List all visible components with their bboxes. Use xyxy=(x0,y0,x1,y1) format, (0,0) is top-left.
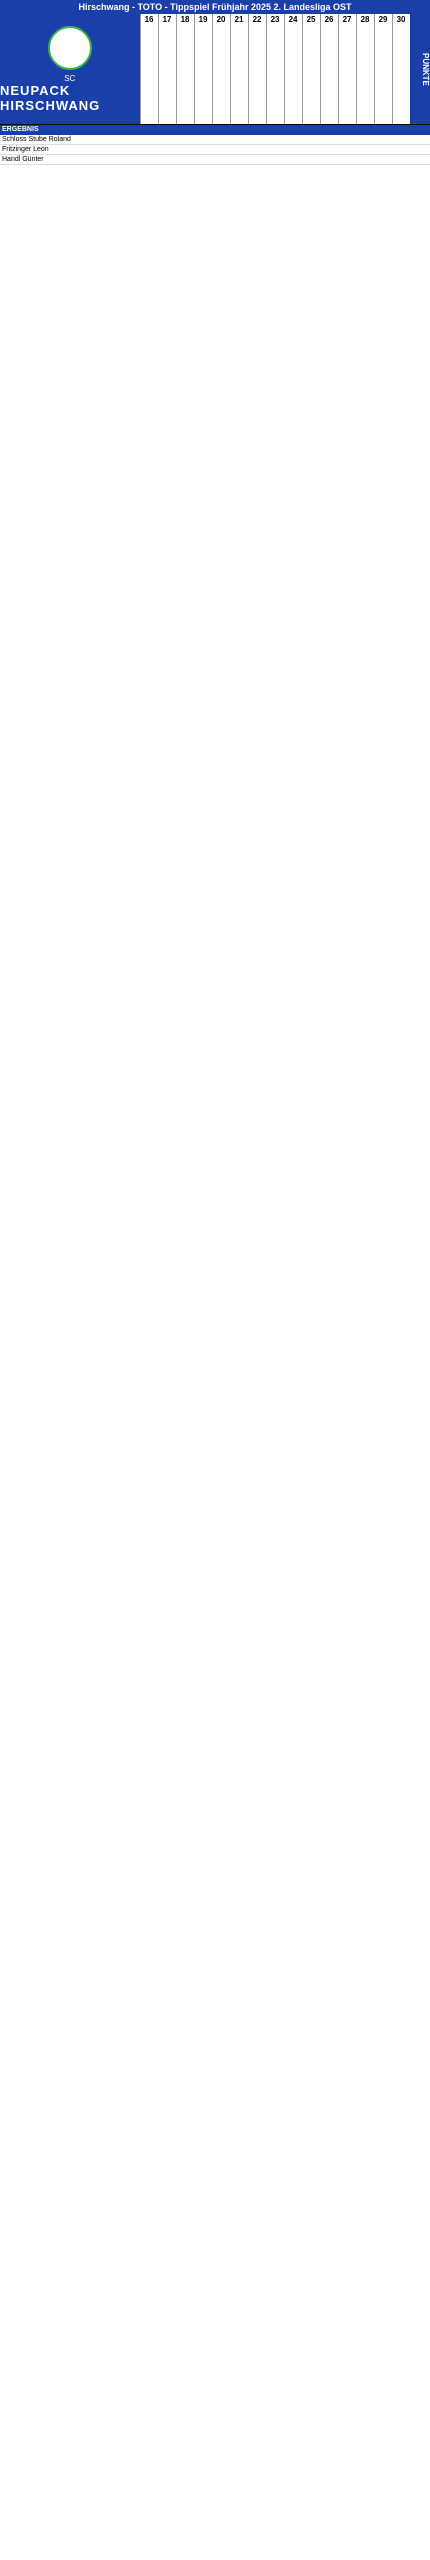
match-number: 24 xyxy=(288,15,298,24)
match-column-20 xyxy=(212,14,230,124)
match-number: 29 xyxy=(378,15,388,24)
match-number: 30 xyxy=(396,15,406,24)
match-number: 19 xyxy=(198,15,208,24)
match-number: 25 xyxy=(306,15,316,24)
participant-name: Schloss Stube Roland xyxy=(2,136,71,143)
header xyxy=(0,14,430,125)
match-column-17 xyxy=(158,14,176,124)
match-column-24 xyxy=(284,14,302,124)
participant-name: Fritzinger Leon xyxy=(2,146,49,153)
table-row xyxy=(0,135,430,145)
match-number: 16 xyxy=(144,15,154,24)
match-number: 17 xyxy=(162,15,172,24)
club-prefix: SC xyxy=(64,73,76,83)
club-name: NEUPACK HIRSCHWANG xyxy=(0,82,101,113)
match-column-29 xyxy=(374,14,392,124)
match-column-30 xyxy=(392,14,410,124)
table-row xyxy=(0,145,430,155)
page-title: Hirschwang - TOTO - Tippspiel Frühjahr 2025 2. Landesliga OST xyxy=(0,0,430,14)
result-label: ERGEBNIS xyxy=(2,126,39,133)
match-number: 26 xyxy=(324,15,334,24)
match-header xyxy=(140,14,410,124)
match-number: 21 xyxy=(234,15,244,24)
match-column-23 xyxy=(266,14,284,124)
match-column-26 xyxy=(320,14,338,124)
match-column-19 xyxy=(194,14,212,124)
match-number: 27 xyxy=(342,15,352,24)
table-row xyxy=(0,155,430,165)
match-number: 20 xyxy=(216,15,226,24)
match-column-25 xyxy=(302,14,320,124)
result-row xyxy=(0,125,430,135)
participant-name: Handl Günter xyxy=(2,156,44,163)
match-column-16 xyxy=(140,14,158,124)
match-column-22 xyxy=(248,14,266,124)
club-logo xyxy=(0,14,140,124)
match-number: 23 xyxy=(270,15,280,24)
match-number: 18 xyxy=(180,15,190,24)
match-number: 22 xyxy=(252,15,262,24)
tip-table xyxy=(0,135,430,165)
match-column-27 xyxy=(338,14,356,124)
match-column-18 xyxy=(176,14,194,124)
match-column-28 xyxy=(356,14,374,124)
football-icon xyxy=(48,26,92,70)
points-column-header: PUNKTE xyxy=(410,14,430,124)
match-column-21 xyxy=(230,14,248,124)
match-number: 28 xyxy=(360,15,370,24)
